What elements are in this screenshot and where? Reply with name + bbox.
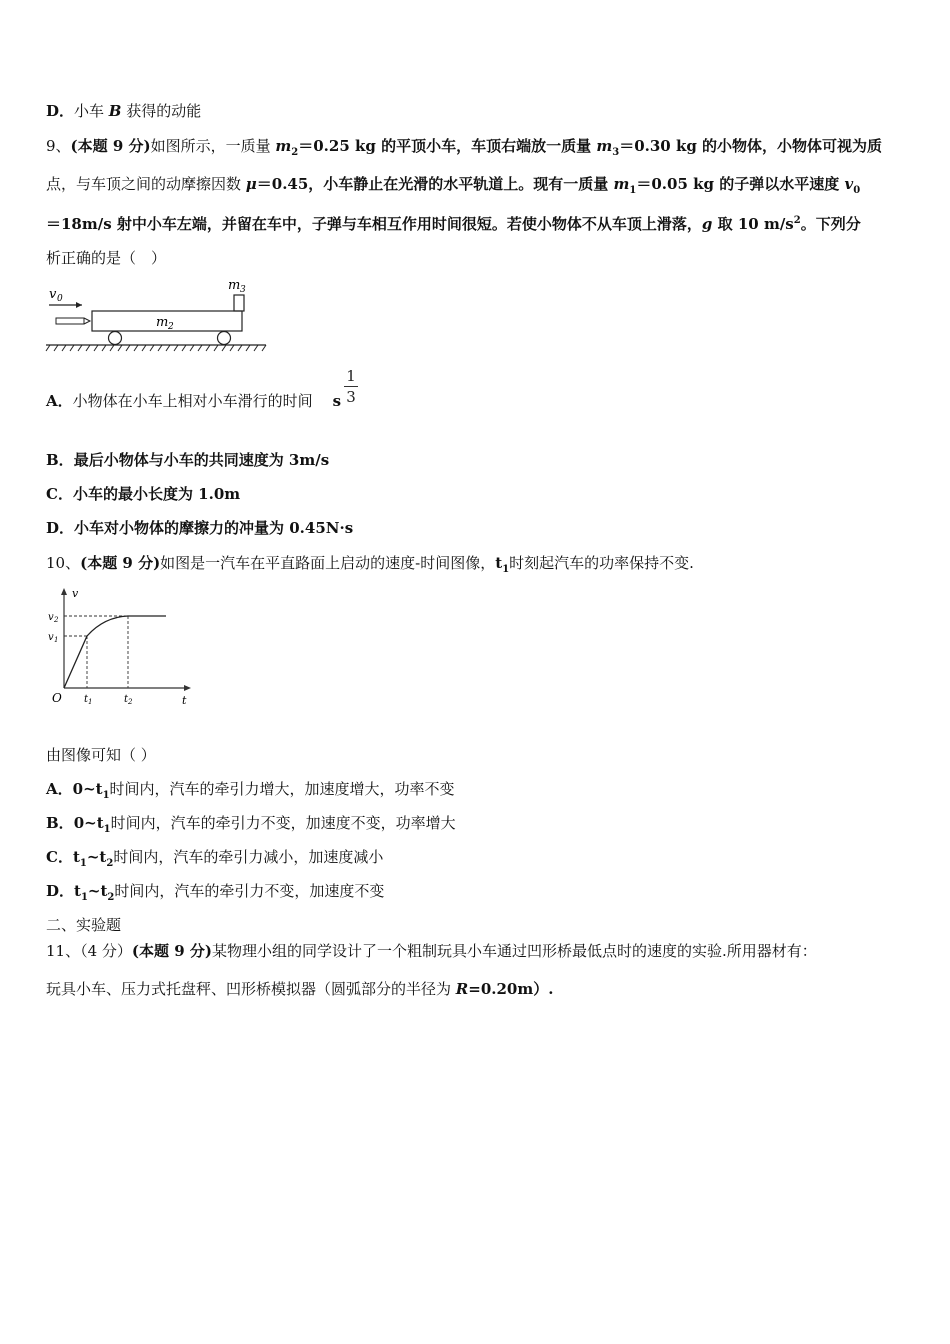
option-letter: D． xyxy=(46,519,75,537)
option-text: 时间内，汽车的牵引力减小，加速度减小 xyxy=(113,848,384,866)
v1-label: v xyxy=(48,632,54,643)
q9-option-d xyxy=(46,518,906,538)
var-sub: 0 xyxy=(853,185,861,196)
q9-option-c xyxy=(46,484,906,504)
stem-text: 时刻起汽车的功率保持不变. xyxy=(509,554,694,572)
option-text: 小车 xyxy=(74,102,109,120)
option-letter: A． xyxy=(46,780,73,798)
t1-label: t xyxy=(84,694,89,705)
fraction-numerator: 1 xyxy=(346,367,356,385)
option-text: 时间内，汽车的牵引力增大，加速度增大，功率不变 xyxy=(109,780,455,798)
option-letter: B． xyxy=(46,451,74,469)
var: μ xyxy=(245,175,257,193)
stem-text: 点，与车顶之间的动摩擦因数 xyxy=(46,175,246,193)
stem-text: 如图是一汽车在平直路面上启动的速度-时间图像， xyxy=(160,554,496,572)
q9-stem-line3 xyxy=(46,211,906,234)
q10-prompt: 由图像可知（ ） xyxy=(46,746,156,764)
velocity-curve xyxy=(64,616,166,688)
fraction-one-third xyxy=(344,367,358,406)
option-text: 小物体在小车上相对小车滑行的时间 xyxy=(72,392,313,410)
stem-text: 取 10 m/s xyxy=(712,215,794,233)
q9-option-a xyxy=(46,391,906,411)
option-text: 时间内，汽车的牵引力不变，加速度不变，功率增大 xyxy=(110,814,456,832)
small-block xyxy=(234,295,244,311)
q9-stem-line1 xyxy=(46,136,906,163)
q10-stem xyxy=(46,553,906,580)
option-range-sub: 1 xyxy=(79,858,87,869)
q9-cart-figure xyxy=(44,278,270,354)
q10-vt-graph xyxy=(44,585,196,710)
option-text: 小车对小物体的摩擦力的冲量为 0.45N·s xyxy=(74,519,354,537)
question-score: （4 分） xyxy=(80,942,132,960)
stem-text: 玩具小车、压力式托盘秤、凹形桥模拟器（圆弧部分的半径为 xyxy=(46,980,456,998)
v-axis-arrowhead xyxy=(61,588,67,595)
t2-label: t xyxy=(124,694,129,705)
wheel-right xyxy=(218,332,231,345)
stem-text: =0.20m）. xyxy=(468,980,554,998)
stem-text: ＝0.45，小车静止在光滑的水平轨道上。现有一质量 xyxy=(256,175,614,193)
stem-text: ＝0.25 kg 的平顶小车，车顶右端放一质量 xyxy=(298,137,597,155)
ground-hatch xyxy=(46,345,266,351)
label-m2-sub: 2 xyxy=(168,322,174,332)
stem-text: ＝18m/s 射中小车左端，并留在车中，子弹与车相互作用时间很短。若使小物体不从车顶上滑落， xyxy=(46,215,702,233)
v-axis-label: v xyxy=(72,587,79,600)
q10-option-d xyxy=(46,881,906,908)
q11-stem-line1 xyxy=(46,941,906,961)
velocity-arrowhead xyxy=(76,302,82,308)
option-range-sub: 1 xyxy=(102,790,110,801)
wheel-left xyxy=(109,332,122,345)
option-text: 时间内，汽车的牵引力不变，加速度不变 xyxy=(114,882,385,900)
label-m3-sub: 3 xyxy=(240,285,246,295)
question-number: 11、 xyxy=(46,942,81,960)
question-points: (本题 9 分) xyxy=(70,137,151,155)
option-range: t xyxy=(74,882,81,900)
q11-stem-line2 xyxy=(46,979,906,999)
stem-text: ＝0.05 kg 的子弹以水平速度 xyxy=(636,175,845,193)
q10-option-b xyxy=(46,813,906,840)
var: v xyxy=(844,175,854,193)
fraction-denominator: 3 xyxy=(346,388,356,406)
var: m xyxy=(596,137,613,155)
label-v0-sub: 0 xyxy=(57,294,63,304)
var-sub: 1 xyxy=(629,185,637,196)
label-m3: m xyxy=(228,278,241,293)
q9-stem-line2 xyxy=(46,174,906,201)
option-range: ~t xyxy=(86,848,107,866)
bullet xyxy=(56,318,84,324)
q8-option-d xyxy=(46,101,906,121)
t2-label-sub: 2 xyxy=(128,698,133,706)
section-title: 二、实验题 xyxy=(46,916,122,934)
option-letter: C． xyxy=(46,848,73,866)
q10-option-c xyxy=(46,847,906,874)
var-sub: 1 xyxy=(502,564,510,575)
option-text: 最后小物体与小车的共同速度为 3m/s xyxy=(73,451,330,469)
question-points: (本题 9 分) xyxy=(80,554,161,572)
option-text: 获得的动能 xyxy=(121,102,202,120)
q10-option-a xyxy=(46,779,906,806)
var: g xyxy=(701,215,713,233)
option-range: ~t xyxy=(87,882,108,900)
q9-stem-line4: 析正确的是（ ） xyxy=(46,249,167,267)
label-m2: m xyxy=(156,315,169,330)
option-letter: D． xyxy=(46,102,75,120)
stem-text: 如图所示，一质量 xyxy=(150,137,276,155)
option-range: 0~t xyxy=(73,814,104,832)
option-range: 0~t xyxy=(72,780,103,798)
v1-label-sub: 1 xyxy=(54,636,59,644)
var: m xyxy=(275,137,292,155)
var: R xyxy=(455,980,469,998)
stem-text: 某物理小组的同学设计了一个粗制玩具小车通过凹形桥最低点时的速度的实验.所用器材有： xyxy=(211,942,817,960)
t-axis-arrowhead xyxy=(184,685,191,691)
question-points: (本题 9 分) xyxy=(131,942,212,960)
option-letter: B． xyxy=(46,814,74,832)
var-sub: 2 xyxy=(291,147,299,158)
q9-option-b xyxy=(46,450,906,470)
question-number: 10、 xyxy=(46,554,81,572)
v2-label: v xyxy=(48,612,54,623)
stem-text: 。下列分 xyxy=(800,215,861,233)
fraction-bar xyxy=(344,386,358,387)
var: m xyxy=(613,175,630,193)
question-number: 9、 xyxy=(46,137,71,155)
option-range-sub: 2 xyxy=(107,892,115,903)
option-range-sub: 1 xyxy=(103,824,111,835)
stem-text: ＝0.30 kg 的小物体，小物体可视为质 xyxy=(619,137,883,155)
var-sup: 2 xyxy=(793,215,801,226)
option-unit: s xyxy=(332,392,342,410)
option-range: t xyxy=(72,848,80,866)
option-var: B xyxy=(108,102,122,120)
t-axis-label: t xyxy=(182,694,187,707)
option-letter: D． xyxy=(46,882,75,900)
option-letter: C． xyxy=(46,485,73,503)
option-range-sub: 1 xyxy=(80,892,88,903)
label-v0: v xyxy=(49,287,57,302)
v2-label-sub: 2 xyxy=(54,616,59,624)
option-text: 小车的最小长度为 1.0m xyxy=(72,485,241,503)
option-letter: A． xyxy=(46,392,73,410)
var-sub: 3 xyxy=(612,147,620,158)
origin-label: O xyxy=(52,691,62,705)
bullet-tip xyxy=(84,318,90,324)
t1-label-sub: 1 xyxy=(88,698,93,706)
var: t xyxy=(495,554,503,572)
option-range-sub: 2 xyxy=(106,858,114,869)
